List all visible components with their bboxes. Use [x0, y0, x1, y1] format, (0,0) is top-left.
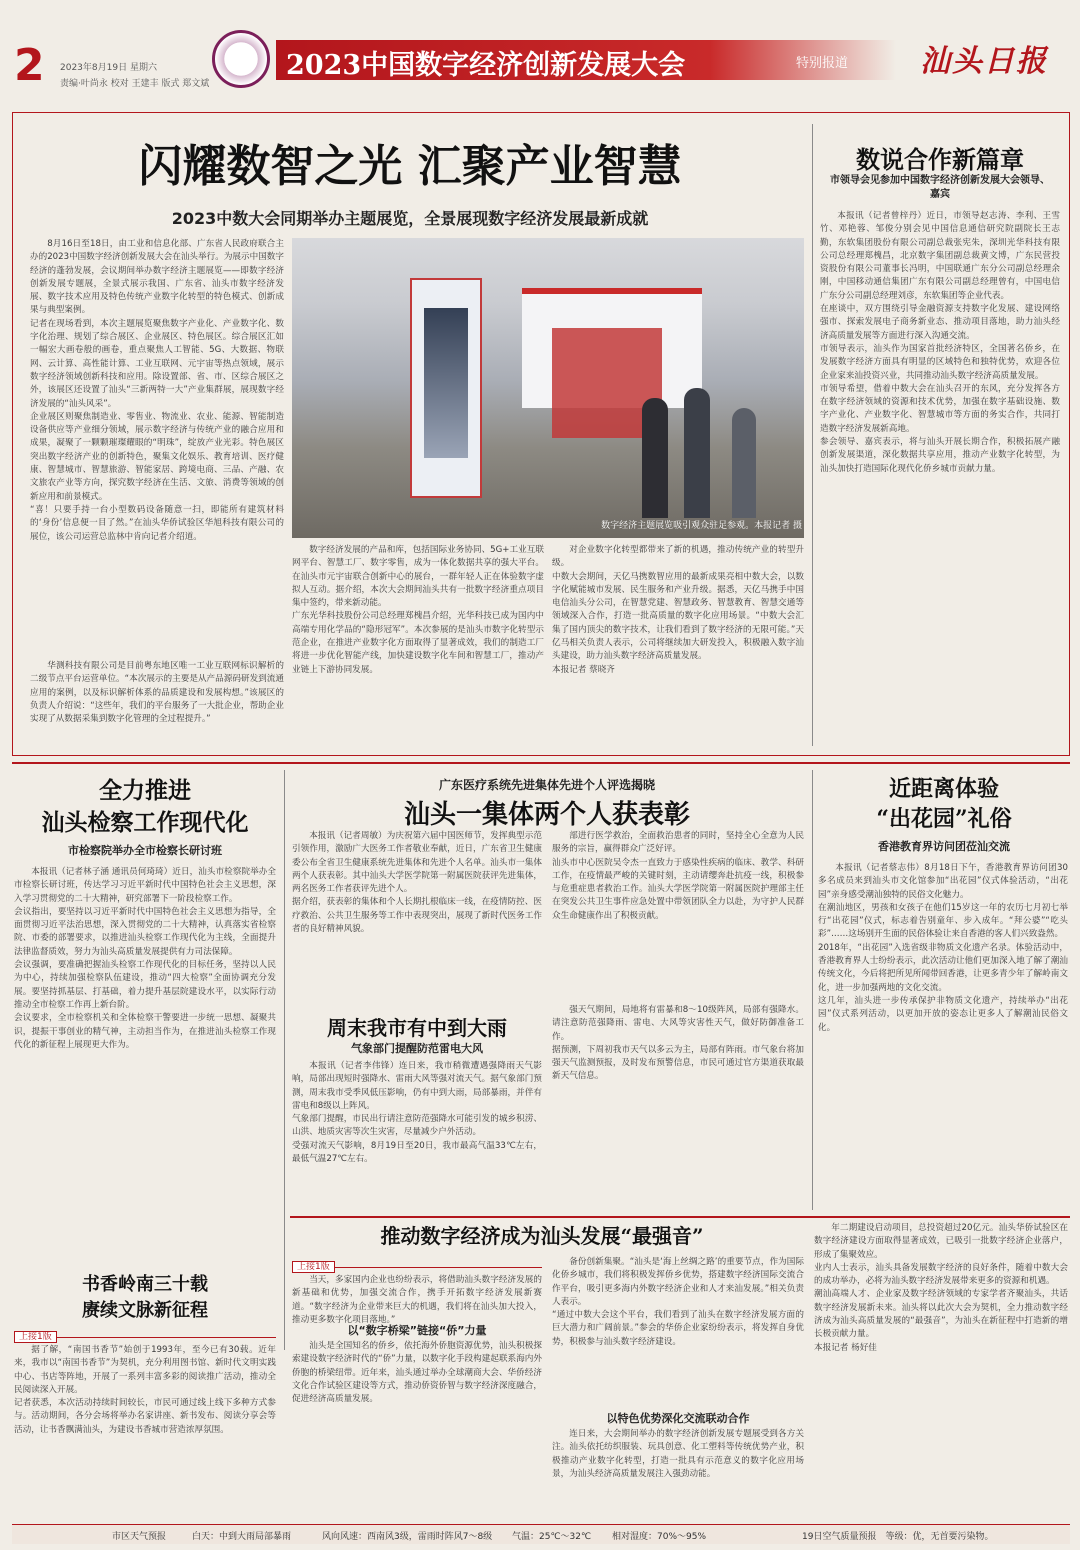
photo-visitor-2 — [684, 388, 710, 518]
mid-center-kicker: 广东医疗系统先进集体先进个人评选揭晓 — [438, 778, 655, 792]
bottom-main-column-1: 当天，多家国内企业也纷纷表示，将借助汕头数字经济发展的新基础和优势，加强交流合作，携手开拓数字经济发展新赛道。“数字经济为企业带来巨大的机遇，我们将在汕头加大投入，推动更多数字化项目落地。” — [292, 1275, 542, 1325]
mid-left-headline-2: 汕头检察工作现代化 — [41, 809, 249, 836]
lead-column-1: 8月16日至18日，由工业和信息化部、广东省人民政府联合主办的2023中国数字经济创新发展大会在汕头举行。为展示中国数字经济的蓬勃发展，会议期间举办数字经济主题展览——即数字经济创新发展专题展，全景式展示我国、广东省、汕头市数字经济发展、数字技术应用及特色传统产业数字化转型的特色模式、创新成果与典型案例。 记者在现场看到，本次主题展览聚焦数字产业化、产业数字化、数字化治理、规划了综合展区、企业展区、特色展区。综合展区汇如一幅宏大画卷般的画卷，重点聚焦人工智能、5G、大数据、物联网、云计算、高性能计算、工业互联网、元宇宙等热点领域，展示数字经济领域创新科技和应用。除设置部、省、市、区综合展区之外，该展区还设置了汕头“三新两特一大”产业集群展，展现数字经济发展的“汕头风采”。 企业展区则聚焦制造业、零售业、物流业、农业、能源、智能制造设备供应等产业细分领域，展示数字经济与传统产业的融合应用和成果，凝聚了一颗颗璀璨耀眼的“明珠”，绽放产业光彩。特色展区突出数字经济产业的创新特色，聚集文化娱乐、教育培训、医疗健康、智慧城市、智慧旅游、智能家居、跨境电商、三品、产融、农文旅农产业等方向，探究数字经济在生活、文旅、消费等领域的创新应用和前景模式。 “喜！只要手持一台小型数码设备随意一扫，即能所有建筑材料的‘身份’信息便一目了然。”在汕头华侨试验区华旭科技有限公司的展位，该公司运营总监林中肯向记者介绍道。 — [30, 239, 284, 542]
bottom-main-jump-tag: 上接1版 — [292, 1261, 335, 1273]
bottom-main-column-3: 年二期建设启动项目，总投资超过20亿元。汕头华侨试验区在数字经济建设方面取得显著成效，已吸引一批数字经济企业落户，形成了集聚效应。 业内人士表示，汕头具备发展数字经济的良好条件，随着中数大会的成功举办，必将为汕头数字经济发展带来更多的资源和机遇。 潮汕高端人才、企业家及数字经济领域的专家学者齐聚汕头，共话数字经济发展新未来。汕头将以此次大会为契机，全力推动数字经济成为汕头高质量发展的“最强音”，为汕头在新征程中打造新的增长极贡献力量。 本报记者 杨好佳 — [814, 1223, 1068, 1353]
right-top-headline: 数说合作新篇章 — [856, 145, 1024, 174]
right-top-subheadline: 市领导会见参加中国数字经济创新发展大会领导、嘉宾 — [830, 175, 1050, 200]
bottom-left-jump-tag: 上接1版 — [14, 1331, 57, 1343]
paper-logo: 汕头日报 — [920, 44, 1048, 79]
masthead-banner — [276, 40, 896, 80]
lead-column-3: 对企业数字化转型都带来了新的机遇，推动传统产业的转型升级。 中数大会期间，天亿马携数智应用的最新成果亮相中数大会，以数字化赋能城市发展、民生服务和产业升级。据悉，天亿马携手中国电信汕头分公司，在智慧党建、智慧政务、智慧教育、智慧交通等领域深入合作，打造一批高质量的数字化应用场景。“中数大会汇集了国内顶尖的数字技术，让我们看到了数字经济的无限可能。”天亿马相关负责人表示，公司将继续加大研发投入，积极融入数字汕头建设，助力汕头数字经济高质量发展。 本报记者 蔡晓齐 — [552, 545, 804, 675]
mid-right-body: 本报讯（记者蔡志伟）8月18日下午，香港教育界访问团30多名成员来到汕头市文化馆参加“出花园”仪式体验活动，“出花园”亲身感受潮汕独特的民俗文化魅力。 在潮汕地区，男孩和女孩子在他们15岁这一年的农历七月初七举行“出花园”仪式，标志着告别童年、步入成年。“拜公婆”“吃头彩”……这场别开生面的民俗体验让来自香港的客人们兴致盎然。 2018年，“出花园”入选省级非物质文化遗产名录。体验活动中，香港教育界人士纷纷表示，此次活动让他们更加深入地了解了潮汕传统文化，今后将把所见所闻带回香港，让更多青少年了解岭南文化，进一步加强两地的文化交流。 这几年，汕头进一步传承保护非物质文化遗产，持续举办“出花园”仪式系列活动，以更加开放的姿态让更多人了解潮汕民俗文化。 — [818, 863, 1068, 1033]
lead-column-2: 数字经济发展的产品和库，包括国际业务协同、5G+工业互联网平台、智慧工厂、数字零售，成为一体化数据共享的强大平台。在汕头市元宇宙联合创新中心的展台，一群年轻人正在体验数字虚拟人互动。据介绍，本次大会期间汕头共有一批数字经济重点项目集中签约，带来新动能。 广东光华科技股份公司总经理郑槐昌介绍，光华科技已成为国内中高端专用化学品的“隐形冠军”。本次参展的是汕头市数字化转型示范企业，在推进产业数字化方面取得了显著成效，我们的制造工厂将进一步优化智能产线，加快建设数字化车间和智慧工厂，推动产业链上下游协同发展。 — [292, 545, 544, 675]
mid-right-headline-1: 近距离体验 — [888, 776, 999, 802]
photo-screen-figure — [424, 308, 468, 458]
mid-center-headline: 汕头一集体两个人获表彰 — [403, 800, 690, 830]
section-rule-1 — [12, 762, 1070, 764]
photo-visitor-3 — [732, 408, 756, 518]
lead-subheadline: 2023中数大会同期举办主题展览，全景展现数字经济发展最新成就 — [171, 209, 649, 228]
weather-subheadline: 气象部门提醒防范雷电大风 — [351, 1042, 483, 1055]
bottom-main-subhead-2: 以特色优势深化交流联动合作 — [606, 1412, 750, 1425]
bottom-left-headline-2: 赓续文脉新征程 — [82, 1300, 208, 1321]
mid-center-body-2: 部进行医学救治，全面救治患者的同时，坚持全心全意为人民服务的宗旨，赢得群众广泛好评。 汕头市中心医院吴令杰一直致力于感染性疾病的临床、教学、科研工作，在疫情最严峻的关键时刻，主动请缨奔赴抗疫一线，积极参与危重症患者救治工作。汕头大学医学院第一附属医院护理部主任在突发公共卫生事件应急处置中带领团队全力以赴，为守护人民群众生命健康作出了积极贡献。 — [552, 831, 804, 921]
lead-headline: 闪耀数智之光 汇聚产业智慧 — [138, 141, 682, 192]
weather-bar-note: 19日空气质量预报 等级：优，无首要污染物。 — [802, 1532, 994, 1542]
bottom-main-headline: 推动数字经济成为汕头发展“最强音” — [380, 1224, 704, 1248]
weather-bar-label: 市区天气预报 — [112, 1532, 167, 1542]
mid-left-subheadline: 市检察院举办全市检察长研讨班 — [68, 844, 222, 857]
mid-divider-left — [284, 770, 285, 1350]
bottom-left-jump — [14, 1324, 276, 1342]
masthead-credits: 责编·叶尚永 校对 王建丰 版式 郑文斌 — [60, 79, 210, 89]
masthead — [0, 0, 1080, 98]
photo-visitor-1 — [642, 398, 668, 518]
photo-caption: 数字经济主题展览吸引观众驻足参观。本报记者 摄 — [601, 521, 802, 531]
mid-right-headline-2: “出花园”礼俗 — [876, 806, 1012, 832]
weather-bar-wind: 风向风速：西南风3级，雷雨时阵风7～8级 — [322, 1532, 493, 1542]
weather-headline: 周末我市有中到大雨 — [327, 1016, 507, 1040]
lead-divider — [812, 124, 813, 746]
mid-center-body: 本报讯（记者周敏）为庆祝第六届中国医师节，发挥典型示范引领作用，激励广大医务工作者敬业奉献，近日，广东省卫生健康委公布全省卫生健康系统先进集体和先进个人名单。汕头市一集体两个人获表彰。其中汕头大学医学院第一附属医院获评先进集体，两名医务工作者获评先进个人。 据介绍，获表彰的集体和个人长期扎根临床一线，在疫情防控、医疗救治、公共卫生服务等工作中表现突出，展现了新时代医务工作者的良好精神风貌。 — [292, 831, 542, 935]
weather-body-2: 强天气期间，局地将有雷暴和8～10级阵风，局部有强降水。请注意防范强降雨、雷电、大风等灾害性天气，做好防御准备工作。 据预测，下周初我市天气以多云为主，局部有阵雨。市气象台将加强天气监测预报，及时发布预警信息，市民可通过官方渠道获取最新天气信息。 — [552, 1005, 804, 1082]
masthead-date: 2023年8月19日 星期六 — [60, 63, 157, 73]
lead-column-1b: 华测科技有限公司是目前粤东地区唯一工业互联网标识解析的二级节点平台运营单位。“本次展示的主要是从产品源码研发到流通应用的案例，以及标识解析体系的品质建设和发展构想。”该展区的负责人介绍说：“这些年，我们的平台服务了一大批企业，帮助企业实现了从数据采集到数字化管理的全过程提升。” — [30, 661, 284, 725]
bottom-main-column-1b: 汕头是全国知名的侨乡，依托海外侨胞资源优势，汕头积极探索建设数字经济时代的“侨”力量，以数字化手段构建起联系海内外侨胞的桥梁纽带。近年来，汕头通过举办全球潮商大会、华侨经济文化合作试验区建设等方式，推动侨资侨智与数字经济深度融合，促进经济高质量发展。 — [292, 1341, 542, 1405]
mid-left-body: 本报讯（记者林子涵 通讯员何琦琦）近日，汕头市检察院举办全市检察长研讨班，传达学习习近平新时代中国特色社会主义思想，深入学习贯彻党的二十大精神，研究部署下一阶段检察工作。 会议指出，要坚持以习近平新时代中国特色社会主义思想为指导，全面贯彻习近平法治思想，深入贯彻党的二十大精神，认真落实省检察院、市委的部署要求，以推进汕头检察工作现代化为主线，全面提升法律监督质效，努力为汕头高质量发展提供有力司法保障。 会议强调，要准确把握汕头检察工作现代化的目标任务，坚持以人民为中心，持续加强检察队伍建设，推动“四大检察”全面协调充分发展。要坚持抓基层、打基础，着力提升基层院建设水平，以实际行动推动全市检察工作再上新台阶。 会议要求，全市检察机关和全体检察干警要进一步统一思想、凝聚共识，提振干事创业的精气神，主动担当作为，在推进汕头检察工作现代化的新征程上展现更大作为。 — [14, 867, 276, 1050]
mid-right-subheadline: 香港教育界访问团莅汕交流 — [878, 840, 1010, 853]
page-number: 2 — [14, 40, 45, 91]
bottom-left-headline-1: 书香岭南三十载 — [82, 1274, 208, 1295]
right-top-body: 本报讯（记者曾梓丹）近日，市领导赵志涛、李利、王雪竹、邓艳蓉、邹俊分别会见中国信息通信研究院副院长王志勤，东软集团股份有限公司副总裁张宪朱，深圳光华科技有限公司总经理郑槐昌，北京数字集团副总裁黄文博，广东民营投资股份有限公司董事长冯明，中国联通广东分公司副总经理余刚，中国移动通信集团广东有限公司副总经理曾有，中国电信广东分公司副总经理刘彦，东软集团等企业代表。 在座谈中，双方围绕引导金融资源支持数字化发展、建设网络强市、探索发展电子商务新业态、推动项目落地，助力汕头经济高质量发展等方面进行深入沟通交流。 市领导表示，汕头作为国家首批经济特区，全国著名侨乡，在发展数字经济方面具有明显的区域特色和独特优势，欢迎各位企业家来汕投资兴业，共同推动汕头数字经济高质量发展。 市领导希望，借着中数大会在汕头召开的东风，充分发挥各方在数字经济领域的资源和技术优势，加强在数字基础设施、数字产业化、产业数字化、智慧城市等方面的务实合作，共同打造数字经济发展新高地。 参会领导、嘉宾表示，将与汕头开展长期合作，积极拓展产融创新发展渠道，深化数据共享应用，推动产业数字化转型，为汕头加快打造国际化现代化侨乡城市贡献力量。 — [820, 211, 1060, 474]
bottom-main-column-2b: 连日来，大会期间举办的数字经济创新发展专题展受到各方关注。汕头依托纺织服装、玩具创意、化工塑料等传统优势产业，积极推动产业数字化转型，打造一批具有示范意义的数字化应用场景，为汕头经济高质量发展注入强劲动能。 — [552, 1429, 804, 1479]
mid-left-headline-1: 全力推进 — [99, 777, 191, 804]
section-rule-2 — [290, 1216, 1070, 1218]
masthead-title: 2023中国数字经济创新发展大会 — [286, 50, 686, 81]
bottom-main-column-2: 备份创新集聚。“汕头是‘海上丝绸之路’的重要节点，作为国际化侨乡城市，我们将积极发挥侨乡优势，搭建数字经济国际交流合作平台，吸引更多海内外数字经济企业和人才来汕发展。”相关负责人表示。 “通过中数大会这个平台，我们看到了汕头在数字经济发展方面的巨大潜力和广阔前景。”参会的华侨企业家纷纷表示，将发挥自身优势，积极参与汕头数字经济建设。 — [552, 1257, 804, 1347]
bottom-main-subhead-1: 以“数字桥梁”链接“侨”力量 — [347, 1324, 487, 1337]
weather-body: 本报讯（记者李伟锋）连日来，我市稍微遭遇强降雨天气影响，局部出现短时强降水、雷雨大风等强对流天气。据气象部门预测，周末我市受季风低压影响，仍有中到大雨，局部暴雨，并伴有雷电和8级以上阵风。 气象部门提醒，市民出行请注意防范强降水可能引发的城乡积涝、山洪、地质灾害等次生灾害，尽量减少户外活动。 受强对流天气影响，8月19日至20日，我市最高气温33℃左右，最低气温27℃左右。 — [292, 1061, 542, 1165]
weather-bar — [12, 1524, 1070, 1544]
lead-photo — [292, 238, 804, 538]
masthead-tag: 特别报道 — [796, 56, 849, 71]
mid-divider-right — [812, 770, 813, 1210]
conference-logo-icon — [212, 30, 270, 88]
weather-bar-day: 白天：中到大雨局部暴雨 — [192, 1532, 292, 1542]
weather-bar-temp: 气温：25℃～32℃ — [512, 1532, 592, 1542]
bottom-left-body: 据了解，“南国书香节”始创于1993年，至今已有30载。近年来，我市以“南国书香节”为契机，充分利用图书馆、新时代文明实践中心、书店等阵地，开展了一系列丰富多彩的阅读推广活动，推动全民阅读深入开展。 记者获悉，本次活动持续时间较长，市民可通过线上线下多种方式参与。活动期间，各分会场将举办名家讲座、新书发布、阅读分享会等活动，让书香飘满汕头，为建设书香城市营造浓厚氛围。 — [14, 1345, 276, 1435]
bottom-main-jump — [292, 1254, 542, 1272]
weather-bar-humidity: 相对湿度：70%～95% — [612, 1532, 707, 1542]
